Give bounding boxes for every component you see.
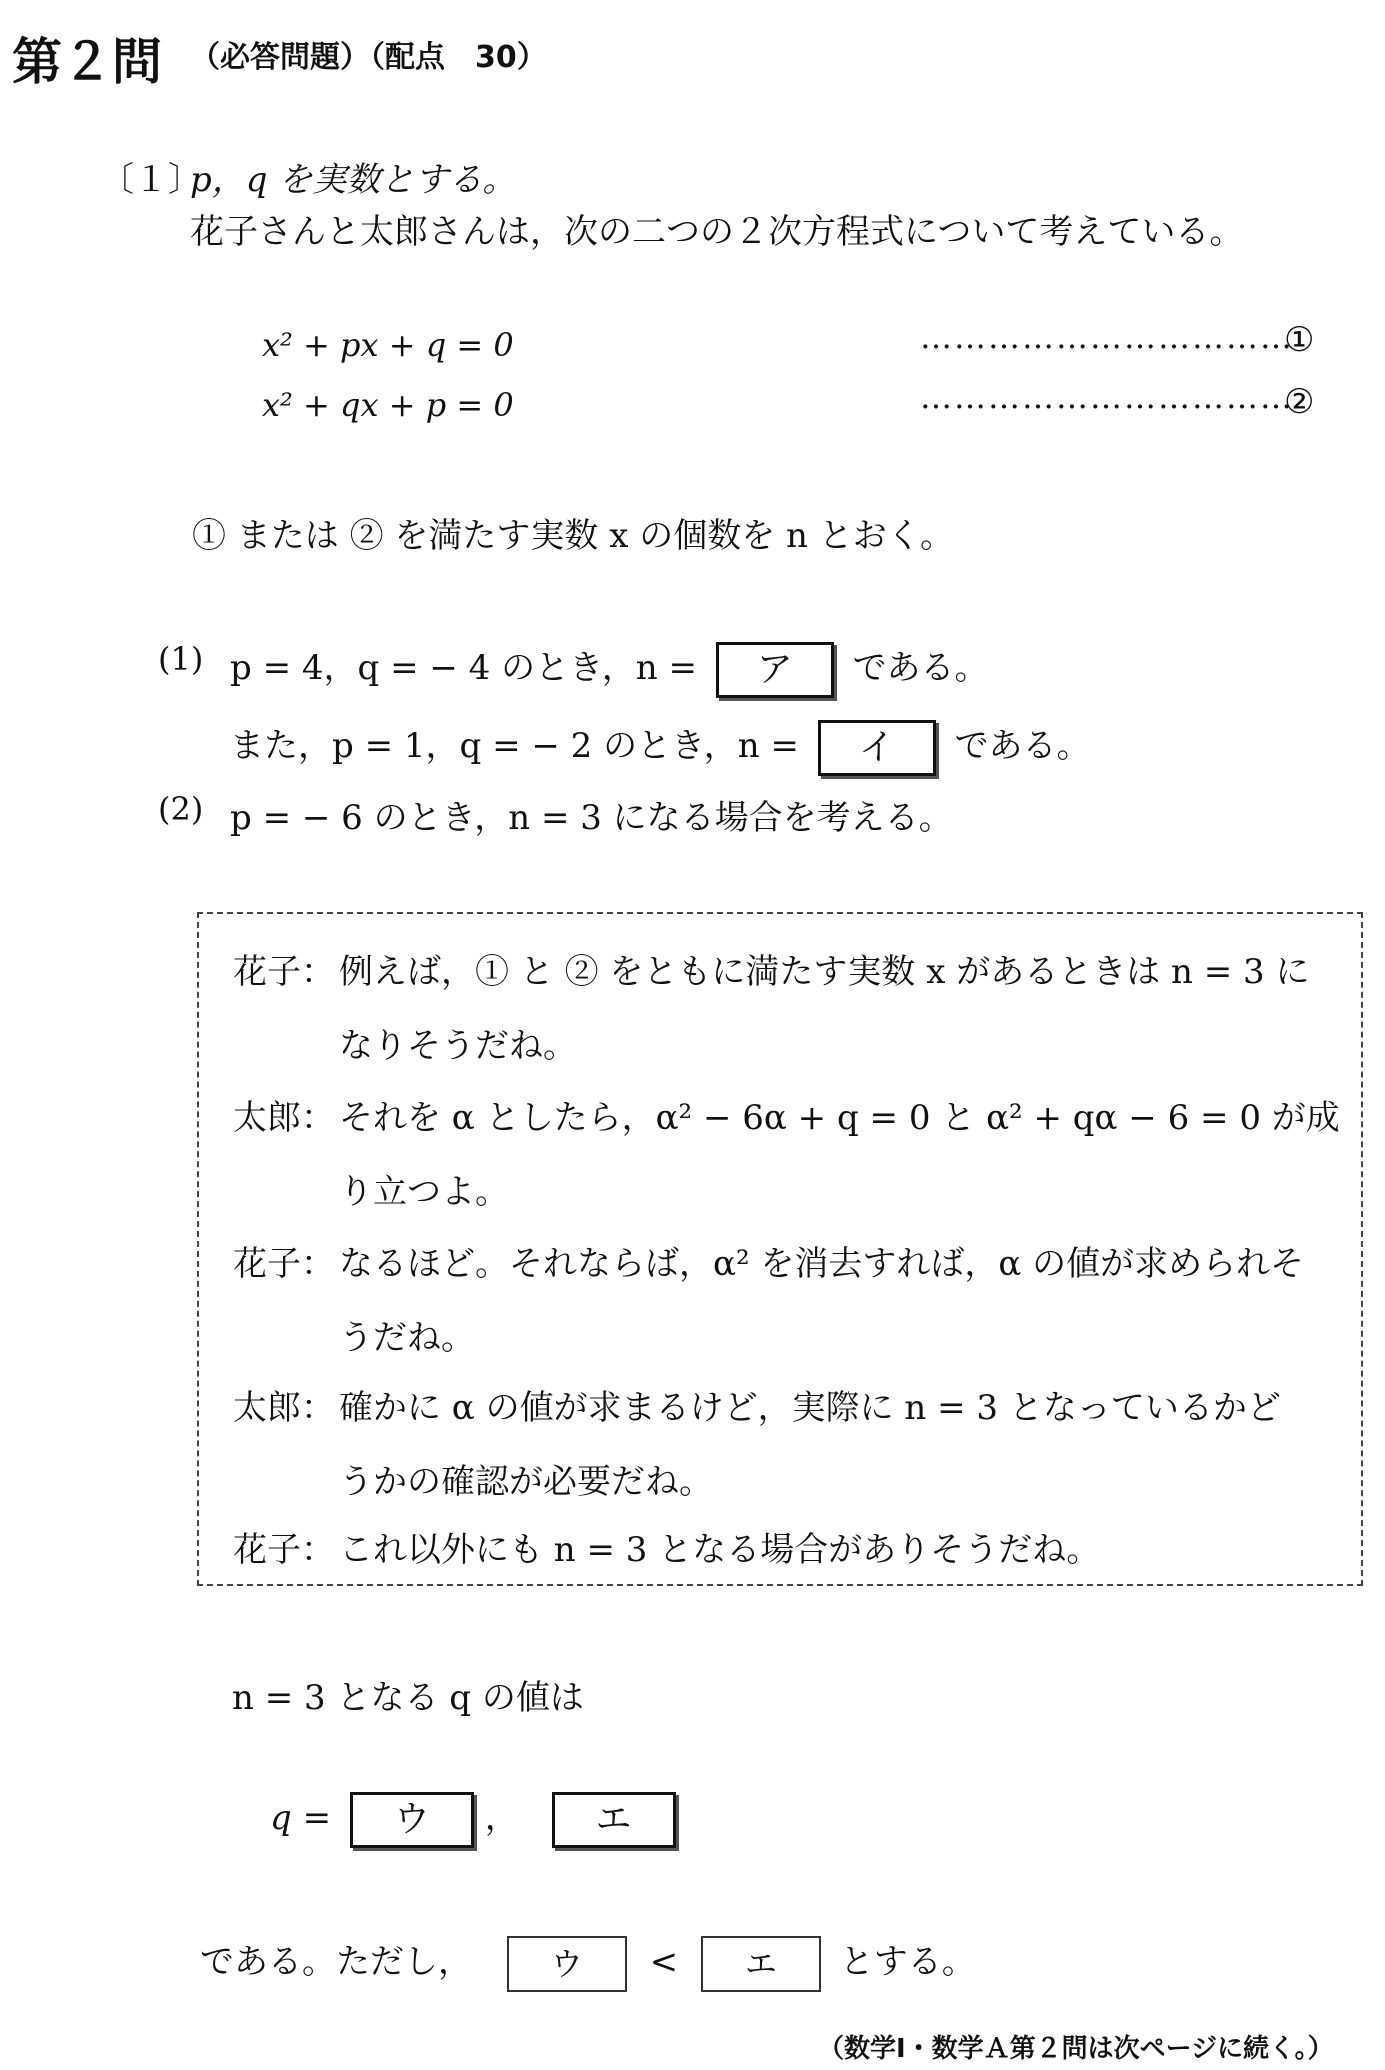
dialog-line-5a: これ以外にも n = 3 となる場合がありそうだね。 (339, 1530, 1101, 1570)
dialog-speaker-1: 花子： (233, 952, 335, 992)
part-label: 〔１〕 (100, 160, 202, 200)
problem-subtitle: （必答問題）（配点 30） (190, 40, 547, 75)
q1-line1-pre: p = 4，q = − 4 のとき，n = (230, 648, 697, 688)
equation-1-number: ① (1284, 320, 1315, 360)
answer-box-i[interactable]: イ (818, 720, 936, 776)
dialog-line-3a: なるほど。それならば，α² を消去すれば，α の値が求められそ (339, 1244, 1305, 1284)
q2-text: p = − 6 のとき，n = 3 になる場合を考える。 (230, 798, 953, 838)
answer-q-line (270, 1790, 676, 1848)
dialog-line-4a: 確かに α の値が求まるけど，実際に n = 3 となっているかど (339, 1388, 1281, 1428)
less-than-sign: < (649, 1942, 679, 1982)
answer-box-e[interactable]: エ (552, 1792, 676, 1848)
ref-box-u: ウ (507, 1936, 627, 1992)
dialog-box (197, 912, 1363, 1586)
answer-q-eq: q = (270, 1798, 332, 1838)
q1-line1-post: である。 (852, 648, 989, 688)
answer-note (200, 1934, 976, 1992)
q1-line2-pre: また，p = 1，q = − 2 のとき，n = (230, 726, 799, 766)
q1-line2 (230, 718, 1091, 776)
q1-line2-post: である。 (954, 726, 1091, 766)
answer-lead: n = 3 となる q の値は (232, 1678, 584, 1718)
equation-2: x² + qx + p = 0 (262, 386, 514, 424)
page-footer: （数学Ⅰ・数学Ａ第２問は次ページに続く。） (818, 2034, 1334, 2064)
dialog-speaker-2: 太郎： (233, 1098, 335, 1138)
q2-label: (2) (158, 790, 204, 828)
answer-note-post: とする。 (839, 1942, 976, 1982)
dialog-line-2b: り立つよ。 (339, 1172, 509, 1212)
dialog-line-1a: 例えば，① と ② をともに満たす実数 x があるときは n = 3 に (339, 952, 1310, 992)
equation-1-leader: …………………………… (920, 318, 1294, 356)
equation-2-leader: …………………………… (920, 378, 1294, 416)
dialog-speaker-5: 花子： (233, 1530, 335, 1570)
problem-title: 第２問 (12, 33, 162, 91)
definition-text: ① または ② を満たす実数 x の個数を n とおく。 (192, 516, 955, 556)
equation-1: x² + px + q = 0 (262, 326, 514, 364)
answer-box-a[interactable]: ア (716, 642, 834, 698)
equation-2-number: ② (1284, 382, 1315, 422)
q1-label: (1) (158, 640, 204, 678)
ref-box-e: エ (701, 1936, 821, 1992)
dialog-line-3b: うだね。 (339, 1318, 475, 1358)
dialog-line-1b: なりそうだね。 (339, 1026, 577, 1066)
part-intro: p，q を実数とする。 (190, 160, 517, 200)
q1-line1 (230, 640, 989, 698)
dialog-speaker-3: 花子： (233, 1244, 335, 1284)
dialog-line-2a: それを α としたら，α² − 6α + q = 0 と α² + qα − 6 = 0 が成 (339, 1098, 1340, 1138)
answer-box-u[interactable]: ウ (350, 1792, 474, 1848)
answer-comma: ， (484, 1798, 519, 1838)
answer-note-pre: である。ただし， (200, 1942, 472, 1982)
dialog-line-4b: うかの確認が必要だね。 (339, 1462, 713, 1502)
dialog-speaker-4: 太郎： (233, 1388, 335, 1428)
part-context: 花子さんと太郎さんは，次の二つの２次方程式について考えている。 (190, 212, 1244, 252)
